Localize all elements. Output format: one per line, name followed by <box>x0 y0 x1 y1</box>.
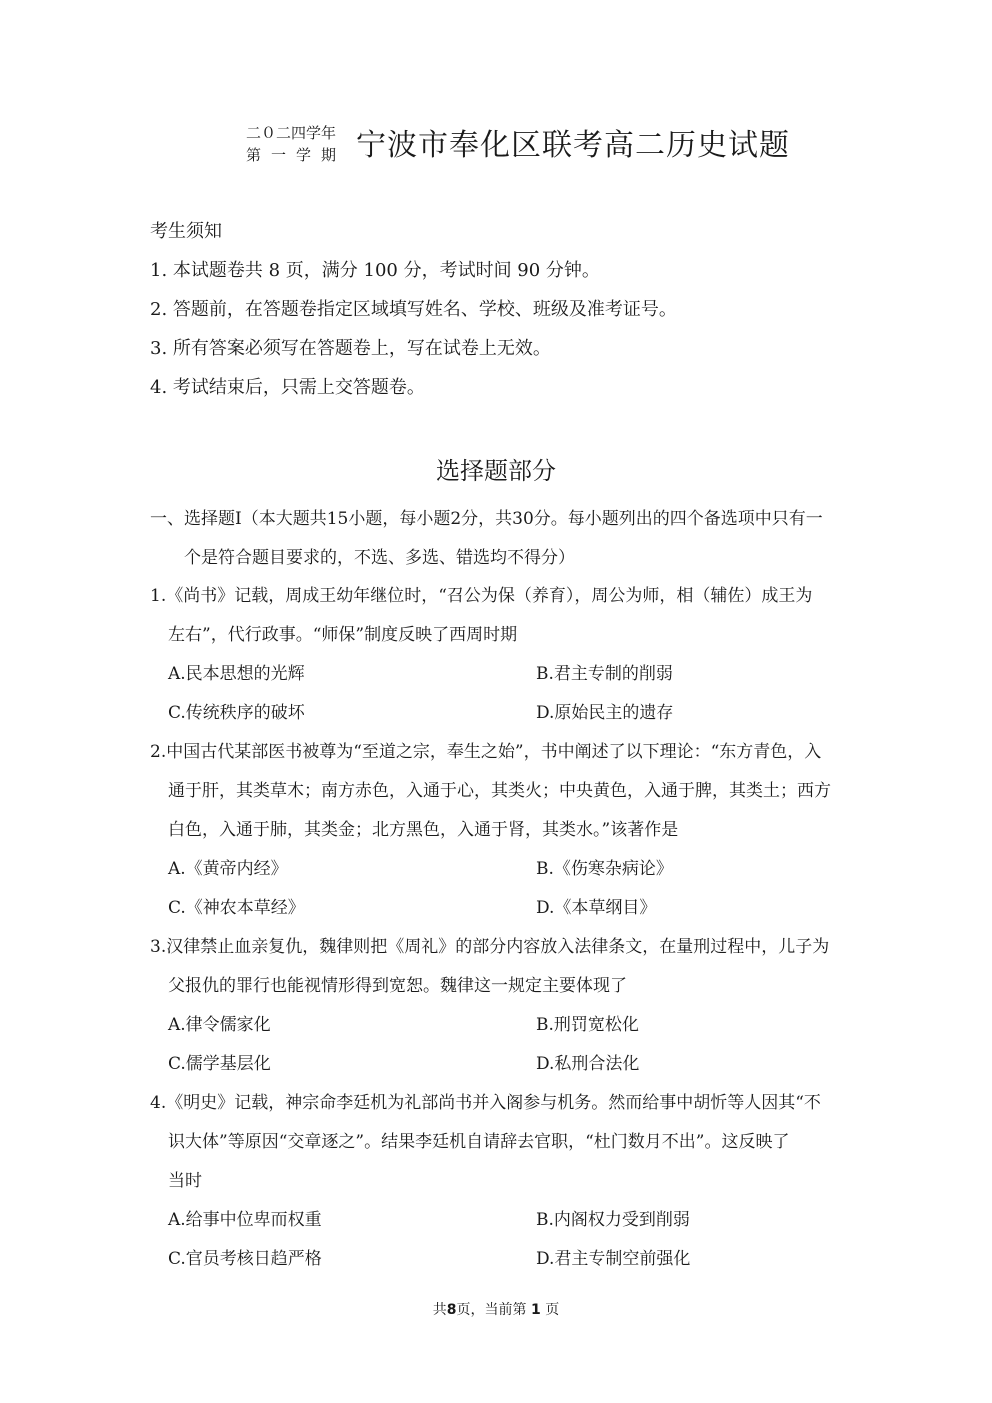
footer-current-page: 1 <box>531 1302 541 1318</box>
question-4-option-b: B.内阁权力受到削弱 <box>536 1210 690 1230</box>
question-1-option-b: B.君主专制的削弱 <box>536 664 673 684</box>
footer-suffix: 页 <box>545 1302 560 1318</box>
part-heading-line-2: 个是符合题目要求的，不选、多选、错选均不得分） <box>184 548 575 568</box>
notice-item: 2. 答题前，在答题卷指定区域填写姓名、学校、班级及准考证号。 <box>150 299 677 320</box>
question-3-option-a: A.律令儒家化 <box>168 1015 271 1035</box>
notice-heading: 考生须知 <box>150 221 222 242</box>
question-2-option-d: D.《本草纲目》 <box>536 898 657 918</box>
exam-header <box>0 118 992 174</box>
question-2-line-2: 通于肝，其类草木；南方赤色，入通于心，其类火；中央黄色，入通于脾，其类土；西方 <box>168 781 831 801</box>
question-2-line-1: 2.中国古代某部医书被尊为“至道之宗，奉生之始”，书中阐述了以下理论：“东方青色，入 <box>150 742 822 762</box>
notice-item: 1. 本试题卷共 8 页，满分 100 分，考试时间 90 分钟。 <box>150 260 600 281</box>
question-2-line-3: 白色，入通于肺，其类金；北方黑色，入通于肾，其类水。”该著作是 <box>168 820 679 840</box>
page-footer <box>0 1300 992 1320</box>
question-4-option-c: C.官员考核日趋严格 <box>168 1249 322 1269</box>
section-title: 选择题部分 <box>436 457 556 485</box>
question-3-option-d: D.私刑合法化 <box>536 1054 640 1074</box>
footer-total-pages: 8 <box>446 1302 457 1318</box>
question-4-option-a: A.给事中位卑而权重 <box>168 1210 322 1230</box>
question-3-line-1: 3.汉律禁止血亲复仇，魏律则把《周礼》的部分内容放入法律条文，在量刑过程中，儿子为 <box>150 937 830 957</box>
question-4-line-3: 当时 <box>168 1171 202 1191</box>
question-1-line-2: 左右”，代行政事。“师保”制度反映了西周时期 <box>168 625 518 645</box>
exam-title: 宁波市奉化区联考高二历史试题 <box>356 128 790 163</box>
question-1-option-c: C.传统秩序的破坏 <box>168 703 305 723</box>
term-label <box>246 122 346 166</box>
term-line-2: 第一学期 <box>246 146 347 164</box>
notice-item: 3. 所有答案必须写在答题卷上，写在试卷上无效。 <box>150 338 551 359</box>
term-line-1: 二０二四学年 <box>246 124 337 142</box>
question-2-option-b: B.《伤寒杂病论》 <box>536 859 673 879</box>
question-1-line-1: 1.《尚书》记载，周成王幼年继位时，“召公为保（养育），周公为师，相（辅佐）成王为 <box>150 586 813 606</box>
question-1-option-a: A.民本思想的光辉 <box>168 664 305 684</box>
question-4-line-1: 4.《明史》记载，神宗命李廷机为礼部尚书并入阁参与机务。然而给事中胡忻等人因其“不 <box>150 1093 821 1113</box>
question-3-option-c: C.儒学基层化 <box>168 1054 271 1074</box>
question-1-option-d: D.原始民主的遗存 <box>536 703 674 723</box>
notice-item: 4. 考试结束后，只需上交答题卷。 <box>150 377 425 398</box>
question-2-option-c: C.《神农本草经》 <box>168 898 305 918</box>
footer-middle: 页，当前第 <box>456 1302 527 1318</box>
footer-prefix: 共 <box>432 1302 447 1318</box>
part-heading-line-1: 一、选择题Ⅰ（本大题共15小题，每小题2分，共30分。每小题列出的四个备选项中只有一 <box>150 509 823 529</box>
question-4-option-d: D.君主专制空前强化 <box>536 1249 691 1269</box>
question-4-line-2: 识大体”等原因“交章逐之”。结果李廷机自请辞去官职，“杜门数月不出”。这反映了 <box>168 1132 790 1152</box>
question-2-option-a: A.《黄帝内经》 <box>168 859 288 879</box>
question-3-line-2: 父报仇的罪行也能视情形得到宽恕。魏律这一规定主要体现了 <box>168 976 627 996</box>
question-3-option-b: B.刑罚宽松化 <box>536 1015 639 1035</box>
